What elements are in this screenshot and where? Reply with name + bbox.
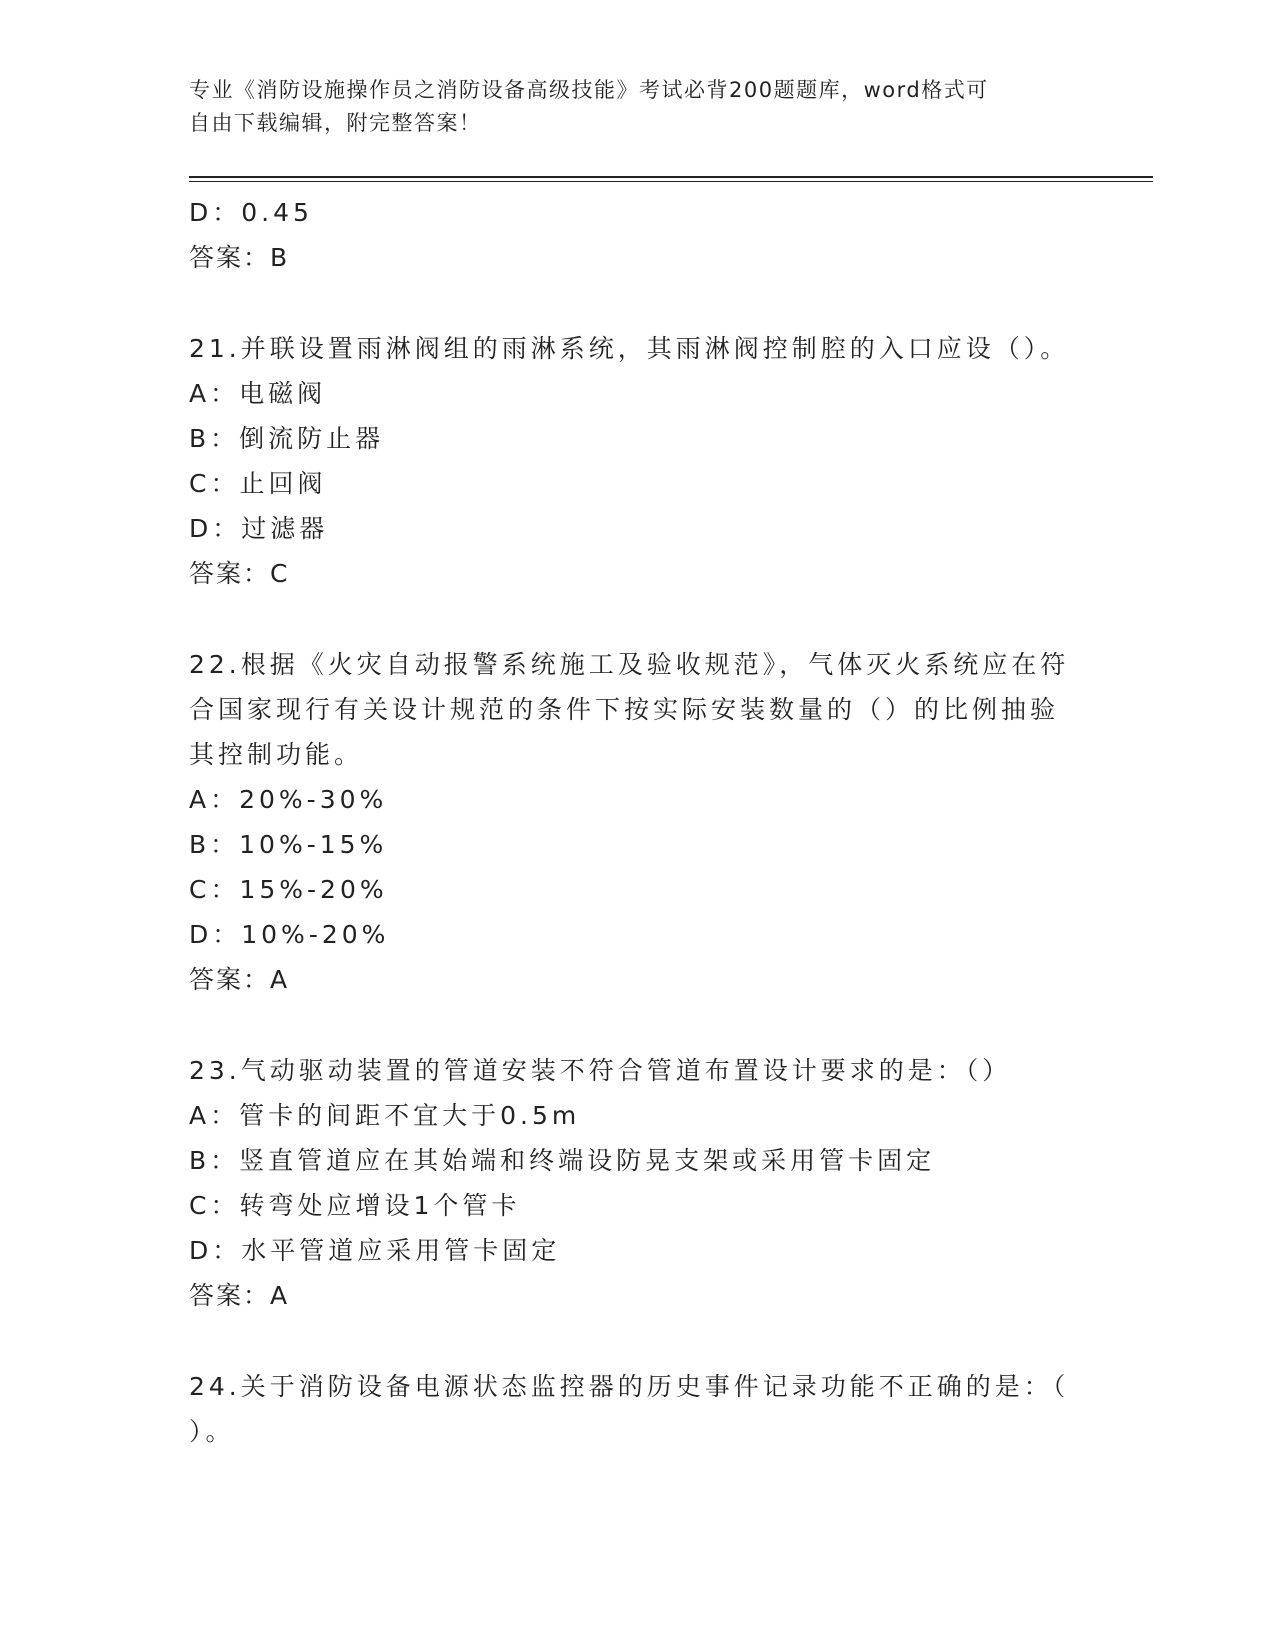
question-23: [189, 1048, 1089, 1318]
option-d: D：10%-20%: [189, 920, 390, 949]
question-text-line-2: 合国家现行有关设计规范的条件下按实际安装数量的（）的比例抽验: [189, 695, 1060, 724]
option-a: A：20%-30%: [189, 785, 388, 814]
prev-answer: 答案：B: [189, 243, 290, 272]
option-a: A：电磁阀: [189, 379, 327, 408]
question-22: [189, 642, 1089, 1002]
option-d: D：水平管道应采用管卡固定: [189, 1236, 561, 1265]
question-24: [189, 1364, 1089, 1454]
spacer: [189, 1318, 1089, 1364]
document-header: [189, 74, 1069, 140]
header-line-2: 自由下载编辑，附完整答案！: [189, 111, 482, 135]
question-text-line-1: 22.根据《火灾自动报警系统施工及验收规范》，气体灭火系统应在符: [189, 650, 1070, 679]
option-c: C：转弯处应增设1个管卡: [189, 1191, 521, 1220]
spacer: [189, 596, 1089, 642]
header-line-1: 专业《消防设施操作员之消防设备高级技能》考试必背200题题库，word格式可: [189, 78, 989, 102]
answer: 答案：C: [189, 559, 290, 588]
prev-option-d: D：0.45: [189, 198, 313, 227]
question-text-line-3: 其控制功能。: [189, 740, 364, 769]
option-c: C：15%-20%: [189, 875, 388, 904]
option-c: C：止回阀: [189, 469, 327, 498]
option-b: B：竖直管道应在其始端和终端设防晃支架或采用管卡固定: [189, 1146, 936, 1175]
question-list: [189, 190, 1089, 1454]
answer: 答案：A: [189, 965, 290, 994]
answer: 答案：A: [189, 1281, 290, 1310]
spacer: [189, 1002, 1089, 1048]
question-text: 21.并联设置雨淋阀组的雨淋系统，其雨淋阀控制腔的入口应设（）。: [189, 334, 1070, 363]
question-text: 23.气动驱动装置的管道安装不符合管道布置设计要求的是：（）: [189, 1056, 1012, 1085]
question-21: [189, 326, 1089, 596]
option-a: A：管卡的间距不宜大于0.5m: [189, 1101, 581, 1130]
spacer: [189, 280, 1089, 326]
option-d: D：过滤器: [189, 514, 329, 543]
header-divider: [189, 176, 1153, 178]
question-text-line-1: 24.关于消防设备电源状态监控器的历史事件记录功能不正确的是：（: [189, 1372, 1070, 1401]
option-b: B：10%-15%: [189, 830, 388, 859]
header-divider-thin: [189, 181, 1153, 182]
question-text-line-2: ）。: [189, 1417, 235, 1446]
option-b: B：倒流防止器: [189, 424, 385, 453]
